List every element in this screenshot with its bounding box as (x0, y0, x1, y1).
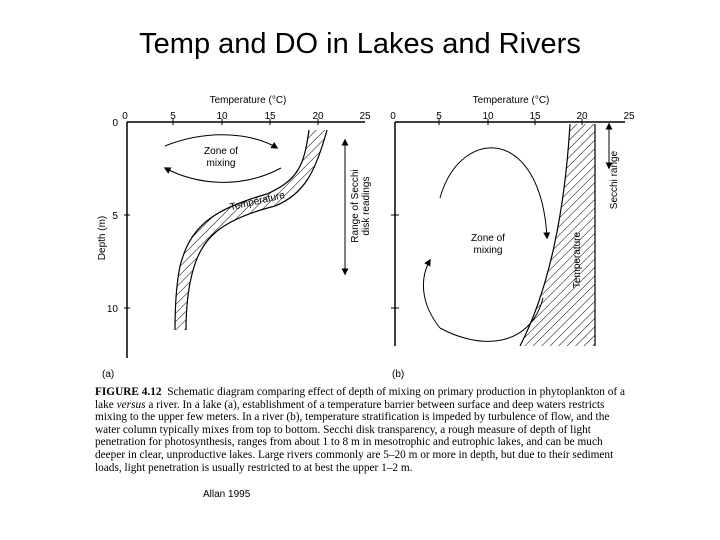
panel-a-secchi-label: disk readings (361, 176, 372, 236)
panel-a-x-tick: 5 (170, 111, 176, 122)
panel-a-x-tick: 25 (359, 111, 371, 122)
caption-text: Schematic diagram comparing effect of depth of mixing on primary production in phytoplankton of a lake (95, 386, 626, 411)
source-credit: Allan 1995 (203, 489, 251, 500)
panel-a-x-tick: 0 (122, 111, 128, 122)
panel-a-letter: (a) (102, 369, 115, 380)
panel-a-x-axis-title: Temperature (°C) (209, 95, 287, 106)
panel-b-x-tick: 15 (529, 111, 541, 122)
panel-a-x-tick: 20 (312, 111, 324, 122)
panel-b-mixing-arrow-right (467, 148, 547, 238)
panel-a-temperature-curve (175, 130, 309, 330)
panel-b-x-tick: 5 (436, 111, 442, 122)
panel-b-temperature-band (520, 124, 595, 346)
diagram-svg (95, 88, 655, 388)
panel-b (390, 95, 635, 380)
panel-b-zone-label: Zone of (471, 233, 505, 244)
panel-b-zone-label: mixing (473, 245, 503, 256)
panel-b-x-tick: 0 (390, 111, 396, 122)
panel-a-mixing-arrow-bottom (165, 168, 281, 182)
panel-b-x-tick: 10 (482, 111, 494, 122)
panel-a-zone-label: Zone of (204, 146, 238, 157)
panel-a-x-tick: 10 (216, 111, 228, 122)
panel-b-secchi-label: Secchi range (609, 150, 620, 210)
figure-caption (95, 386, 635, 474)
panel-b-curve-label: Temperature (572, 231, 583, 289)
caption-emphasis: versus (116, 398, 146, 411)
panel-b-x-tick: 20 (576, 111, 588, 122)
panel-b-x-axis-title: Temperature (°C) (472, 95, 550, 106)
panel-b-mixing-arc-top (440, 156, 467, 198)
caption-text: a river. In a lake (a), establishment of a temperature barrier between surface and deep waters restricts mixing to the upper few meters. In a river (b), temperature stratification is impeded by turbulence of flow, and the water column typically mixes from top to bottom. Secchi disk transparency, a rough measure of depth of light penetration for photosynthesis, ranges from about 1 to 8 m in mesotrophic and eutrophic lakes, and can be much deeper in clear, unproductive lakes. Large rivers commonly are 5–20 m or more in depth, but due to their sediment loads, light penetration is usually restricted to at best the upper 1–2 m. (95, 398, 614, 474)
panel-a-curve-label: Temperature (228, 189, 287, 214)
panel-a (97, 95, 372, 380)
panel-a-x-tick: 15 (264, 111, 276, 122)
figure-diagram (95, 88, 655, 388)
slide-title: Temp and DO in Lakes and Rivers (139, 28, 581, 60)
panel-a-y-tick: 0 (112, 118, 118, 129)
panel-a-y-axis-title: Depth (m) (97, 215, 108, 261)
caption-figure-label: FIGURE 4.12 (95, 386, 162, 398)
panel-a-secchi-label: Range of Secchi (350, 169, 361, 243)
panel-a-zone-label: mixing (206, 158, 236, 169)
panel-b-mixing-arrow-left (423, 260, 440, 328)
panel-b-letter: (b) (392, 369, 405, 380)
panel-b-x-tick: 25 (623, 111, 635, 122)
panel-a-y-tick: 5 (112, 211, 118, 222)
panel-a-y-tick: 10 (106, 304, 118, 315)
